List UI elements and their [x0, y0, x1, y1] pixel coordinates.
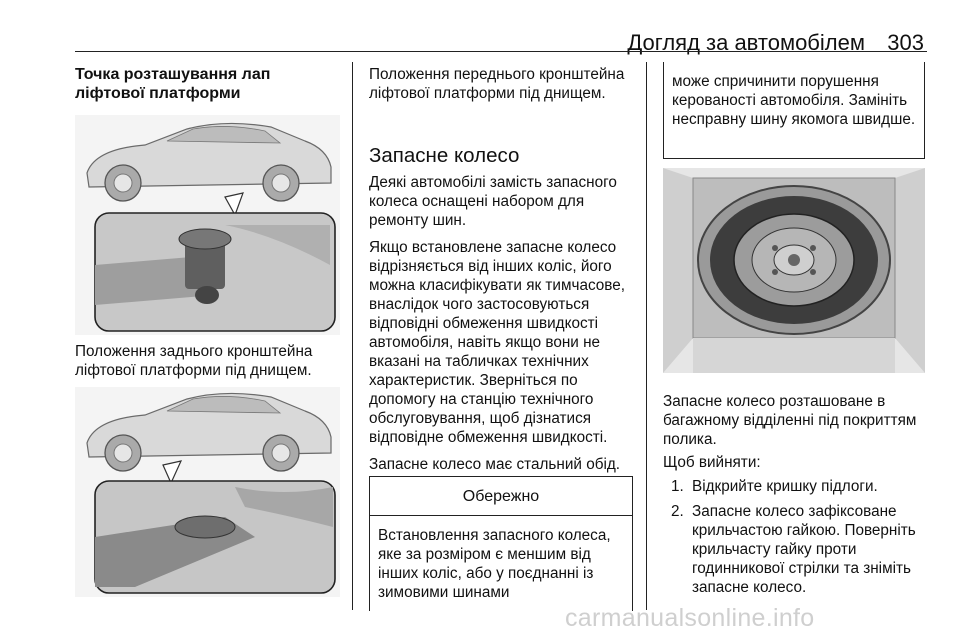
caution-box: [369, 476, 633, 611]
step-number: 1.: [671, 478, 684, 495]
front-bracket-caption: Положення переднього кронштейна ліфтової платформи під днищем.: [369, 66, 625, 102]
car-lift-illustration: [75, 115, 340, 335]
removal-intro: Щоб вийняти:: [663, 454, 761, 471]
removal-step: [663, 477, 931, 496]
car-lift-illustration-rear: [75, 387, 340, 597]
front-lift-bracket-figure: [75, 115, 340, 335]
rear-bracket-caption: Положення заднього кронштейна ліфтової платформи під днищем.: [75, 343, 313, 379]
removal-steps: [663, 477, 931, 597]
watermark: carmanualsonline.info: [565, 604, 815, 632]
step-text: Відкрийте кришку підлоги.: [692, 478, 878, 495]
step-number: 2.: [671, 503, 684, 520]
caution-box-continued: [663, 62, 925, 159]
spare-wheel-heading: Запасне колесо: [369, 144, 520, 167]
spare-wheel-paragraph-3: Запасне колесо має стальний обід.: [369, 456, 621, 473]
page-number: 303: [887, 30, 924, 55]
column-divider-2: [646, 62, 647, 610]
caution-title: Обережно: [370, 477, 632, 516]
spare-wheel-illustration: [663, 168, 925, 373]
step-text: Запасне колесо зафіксоване крильчастою гайкою. Поверніть крильчасту гайку проти годинникової стрілки та зніміть запасне колесо.: [692, 503, 916, 596]
caution-body: Встановлення запасного колеса, яке за розміром є меншим від інших коліс, або у поєднанні із зимовими шинами: [378, 527, 611, 601]
spare-wheel-figure: [663, 168, 925, 373]
caution-body-continued: може спричинити порушення керованості автомобіля. Замініть несправну шину якомога швидше.: [672, 73, 916, 128]
header-rule: [75, 51, 927, 52]
spare-wheel-location-caption: Запасне колесо розташоване в багажному відділенні під покриттям полика.: [663, 393, 917, 448]
spare-wheel-paragraph-1: Деякі автомобілі замість запасного колеса оснащені набором для ремонту шин.: [369, 174, 617, 229]
running-header-title: Догляд за автомобілем: [627, 30, 865, 55]
spare-wheel-paragraph-2: Якщо встановлене запасне колесо відрізняється від інших коліс, його можна класифікувати як тимчасове, внаслідок чого застосовуються відповідні обмеження швидкості автомобіля, навіть якщо вони не вказані на табличках технічних характеристик. Зверніться по допомогу на станцію технічного обслуговування, щоб дізнатися відповідне обмеження швидкості.: [369, 239, 626, 446]
rear-lift-bracket-figure: [75, 387, 340, 597]
column-divider-1: [352, 62, 353, 610]
lift-points-heading: Точка розташування лап ліфтової платформи: [75, 66, 271, 102]
removal-step: [663, 502, 931, 597]
